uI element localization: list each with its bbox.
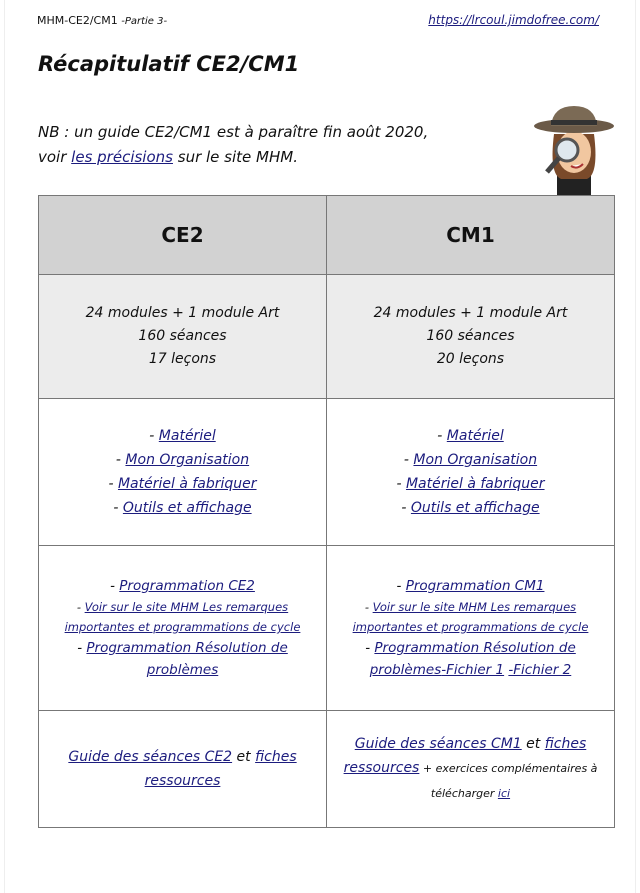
cm1-guide <box>327 711 615 828</box>
modules-count: 24 modules + 1 module Art <box>373 305 568 321</box>
modules-count: 24 modules + 1 module Art <box>85 305 280 321</box>
separator-text: - <box>365 640 375 656</box>
fiches-ressources-link[interactable]: fiches ressources <box>343 736 587 776</box>
separator-text: - <box>113 500 123 516</box>
fichier-1-link[interactable]: -Fichier 1 <box>441 662 505 678</box>
separator-text: - <box>149 428 159 444</box>
materiel-link[interactable]: Matériel <box>446 428 504 444</box>
cm1-programmation <box>327 546 615 711</box>
separator-text: - <box>396 476 406 492</box>
ce2-summary <box>39 275 327 399</box>
detective-avatar-icon <box>529 104 619 198</box>
lecons-count: 17 leçons <box>148 351 217 367</box>
fiches-ressources-link[interactable]: fiches ressources <box>144 749 297 789</box>
separator-text: - <box>401 500 411 516</box>
materiel-fabriquer-link[interactable]: Matériel à fabriquer <box>405 476 545 492</box>
seances-count: 160 séances <box>426 328 515 344</box>
resolution-problemes-link[interactable]: Programmation Résolution de problèmes <box>369 640 576 678</box>
separator-text: - <box>76 600 85 614</box>
ce2-programmation <box>39 546 327 711</box>
fichier-2-link[interactable]: -Fichier 2 <box>508 662 572 678</box>
site-link[interactable]: https://lrcoul.jimdofree.com/ <box>428 13 599 27</box>
outils-affichage-link[interactable]: Outils et affichage <box>410 500 540 516</box>
nb-rest: sur le site MHM. <box>177 148 298 166</box>
outils-affichage-link[interactable]: Outils et affichage <box>122 500 252 516</box>
ici-link[interactable]: ici <box>497 787 511 800</box>
header-cm1: CM1 <box>327 196 615 275</box>
cm1-materials <box>327 399 615 546</box>
remarques-link[interactable]: Voir sur le site MHM Les remarques importantes et programmations de cycle <box>352 600 589 634</box>
separator-text: et <box>521 736 545 752</box>
recap-table <box>38 195 615 828</box>
ce2-materials <box>39 399 327 546</box>
seances-count: 160 séances <box>138 328 227 344</box>
part-label: -Partie 3- <box>121 16 168 27</box>
separator-text: - <box>403 452 414 468</box>
separator-text: - <box>108 476 118 492</box>
separator-text: et <box>232 749 256 765</box>
nb-voir: voir <box>38 148 67 166</box>
materiel-fabriquer-link[interactable]: Matériel à fabriquer <box>117 476 257 492</box>
materiel-link[interactable]: Matériel <box>158 428 216 444</box>
nb-line1: NB : un guide CE2/CM1 est à paraître fin août 2020, <box>38 123 429 141</box>
separator-text: - <box>115 452 126 468</box>
separator-text: - <box>437 428 447 444</box>
page-title: Récapitulatif CE2/CM1 <box>38 52 300 76</box>
nb-note <box>38 120 428 170</box>
header-ce2: CE2 <box>39 196 327 275</box>
cm1-summary <box>327 275 615 399</box>
organisation-link[interactable]: Mon Organisation <box>125 452 250 468</box>
organisation-link[interactable]: Mon Organisation <box>413 452 538 468</box>
document-page <box>4 0 636 893</box>
header-left <box>37 14 167 27</box>
programmation-ce2-link[interactable]: Programmation CE2 <box>119 578 255 594</box>
programmation-cm1-link[interactable]: Programmation CM1 <box>405 578 545 594</box>
separator-text: - <box>110 578 120 594</box>
guide-ce2-link[interactable]: Guide des séances CE2 <box>68 749 233 765</box>
separator-text: - <box>396 578 406 594</box>
separator-text: - <box>364 600 373 614</box>
lecons-count: 20 leçons <box>436 351 505 367</box>
resolution-problemes-link[interactable]: Programmation Résolution de problèmes <box>86 640 288 678</box>
extra-exercises-text: + exercices complémentaires à télécharger <box>419 762 598 800</box>
doc-code: MHM-CE2/CM1 <box>37 14 118 27</box>
precisions-link[interactable]: les précisions <box>71 148 173 166</box>
remarques-link[interactable]: Voir sur le site MHM Les remarques importantes et programmations de cycle <box>64 600 301 634</box>
guide-cm1-link[interactable]: Guide des séances CM1 <box>354 736 522 752</box>
ce2-guide <box>39 711 327 828</box>
separator-text: - <box>77 640 87 656</box>
